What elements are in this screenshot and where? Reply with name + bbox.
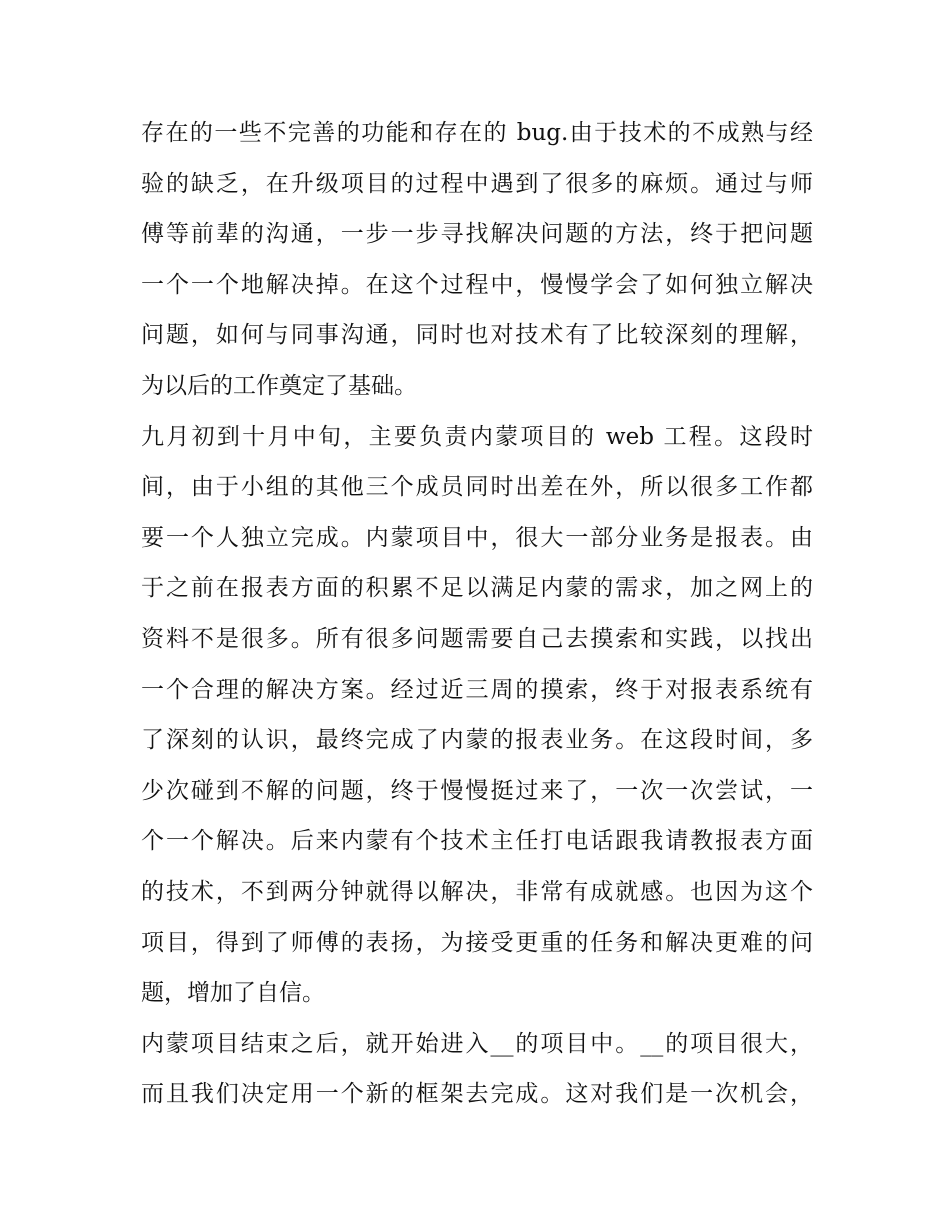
- text-line: 而且我们决定用一个新的框架去完成。这对我们是一次机会，: [141, 1081, 813, 1108]
- text-line: 个一个解决。后来内蒙有个技术主任打电话跟我请教报表方面: [141, 828, 813, 855]
- text-line: 于之前在报表方面的积累不足以满足内蒙的需求，加之网上的: [141, 575, 813, 602]
- text-line: 了深刻的认识，最终完成了内蒙的报表业务。在这段时间，多: [141, 727, 813, 754]
- paragraph-1: [141, 108, 813, 412]
- text-line: 验的缺乏，在升级项目的过程中遇到了很多的麻烦。通过与师: [141, 170, 813, 197]
- text-line: 问题，如何与同事沟通，同时也对技术有了比较深刻的理解，: [141, 322, 813, 349]
- document-body: [141, 108, 813, 1120]
- text-line: 九月初到十月中旬，主要负责内蒙项目的 web 工程。这段时: [141, 423, 813, 450]
- text-line: 内蒙项目结束之后，就开始进入__的项目中。__的项目很大，: [141, 1030, 813, 1057]
- paragraph-2: [141, 412, 813, 1019]
- text-line: 一个一个地解决掉。在这个过程中，慢慢学会了如何独立解决: [141, 271, 813, 298]
- text-line: 间，由于小组的其他三个成员同时出差在外，所以很多工作都: [141, 474, 813, 501]
- text-line: 题，增加了自信。: [141, 980, 325, 1007]
- text-line: 的技术，不到两分钟就得以解决，非常有成就感。也因为这个: [141, 878, 813, 905]
- text-line: 存在的一些不完善的功能和存在的 bug.由于技术的不成熟与经: [141, 120, 813, 146]
- text-line: 项目，得到了师傅的表扬，为接受更重的任务和解决更难的问: [141, 929, 813, 956]
- text-line: 要一个人独立完成。内蒙项目中，很大一部分业务是报表。由: [141, 524, 813, 551]
- text-line: 一个合理的解决方案。经过近三周的摸索，终于对报表系统有: [141, 676, 813, 703]
- text-line: 傅等前辈的沟通，一步一步寻找解决问题的方法，终于把问题: [141, 221, 813, 248]
- text-line: 为以后的工作奠定了基础。: [141, 372, 417, 399]
- text-line: 资料不是很多。所有很多问题需要自己去摸索和实践，以找出: [141, 625, 813, 652]
- text-line: 少次碰到不解的问题，终于慢慢挺过来了，一次一次尝试，一: [141, 777, 813, 804]
- paragraph-3: [141, 1019, 813, 1120]
